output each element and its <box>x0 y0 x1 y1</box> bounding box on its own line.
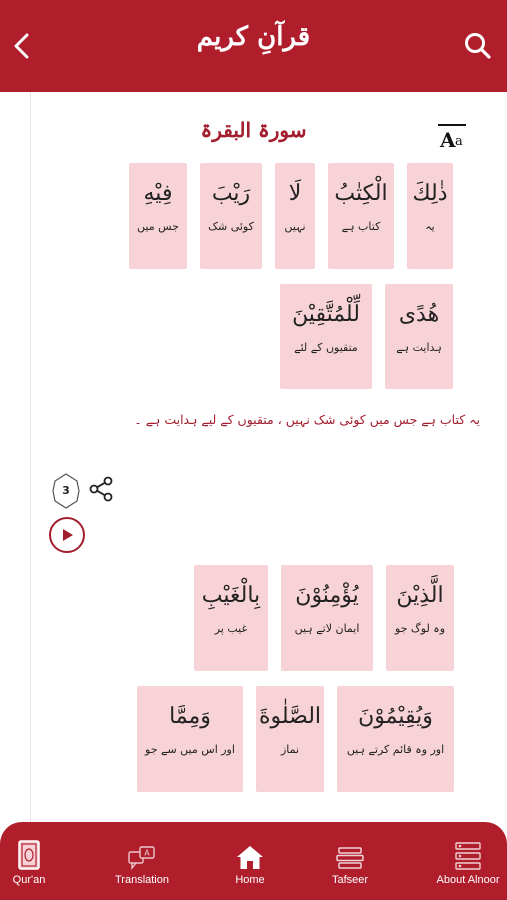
tafseer-books-icon <box>336 840 364 870</box>
nav-item-quran[interactable] <box>0 822 58 900</box>
word-arabic: بِالْغَيْبِ <box>201 583 261 608</box>
word-arabic: وَمِمَّا <box>169 704 211 729</box>
svg-text:A: A <box>144 848 150 858</box>
app-header <box>0 0 507 92</box>
nav-item-home[interactable] <box>224 822 276 900</box>
word-card[interactable] <box>129 163 187 269</box>
word-card[interactable] <box>328 163 394 269</box>
word-card[interactable] <box>385 284 453 389</box>
word-card[interactable] <box>275 163 315 269</box>
nav-label: About Alnoor <box>436 874 500 886</box>
word-urdu: ایمان لاتے ہیں <box>294 622 360 635</box>
font-size-toggle[interactable] <box>438 124 466 152</box>
word-urdu: جس میں <box>137 220 179 233</box>
word-arabic: يُؤْمِنُوْنَ <box>295 583 359 608</box>
translation-icon <box>128 840 156 870</box>
word-urdu: متقیوں کے لئے <box>294 341 358 354</box>
word-card[interactable] <box>200 163 262 269</box>
home-icon <box>236 840 264 870</box>
play-audio-button[interactable] <box>49 517 85 553</box>
word-card[interactable] <box>281 565 373 671</box>
quran-book-icon <box>17 840 41 870</box>
nav-label: Translation <box>114 874 169 886</box>
nav-label: Qur'an <box>12 874 46 886</box>
word-arabic: فِيْهِ <box>143 181 173 206</box>
nav-item-translation[interactable] <box>104 822 180 900</box>
nav-item-tafseer[interactable] <box>322 822 378 900</box>
word-arabic: لِّلْمُتَّقِيْنَ <box>292 302 360 327</box>
word-arabic: الصَّلٰوةَ <box>258 704 322 729</box>
search-button[interactable] <box>458 24 498 68</box>
surah-name: سورۃ البقرۃ <box>200 118 307 142</box>
word-card[interactable] <box>256 686 324 792</box>
ayah-number: 3 <box>62 484 70 497</box>
word-arabic: رَيْبَ <box>211 181 251 206</box>
word-card[interactable] <box>407 163 453 269</box>
bottom-navigation <box>0 822 507 900</box>
play-icon <box>60 528 74 542</box>
word-card[interactable] <box>280 284 372 389</box>
font-size-big-letter: A <box>440 128 456 152</box>
font-size-small-letter: a <box>455 134 463 149</box>
font-size-bar <box>438 124 466 126</box>
share-icon <box>88 476 114 502</box>
word-urdu: کوئی شک <box>208 220 254 233</box>
ayah-scroll-area[interactable] <box>0 92 507 822</box>
word-urdu: اور وہ قائم کرتے ہیں <box>346 743 445 756</box>
word-urdu: غیب پر <box>214 622 248 635</box>
word-arabic: هُدًى <box>398 302 440 327</box>
word-urdu: ہدایت ہے <box>396 341 442 354</box>
word-arabic: الْكِتٰبُ <box>334 181 388 206</box>
ayah-translation: یہ کتاب ہے جس میں کوئی شک نہیں ، متقیوں کے لیے ہدایت ہے ۔ <box>134 412 480 427</box>
word-urdu: نماز <box>280 743 300 756</box>
word-arabic: الَّذِيْنَ <box>396 583 444 608</box>
word-urdu: وہ لوگ جو <box>394 622 446 635</box>
nav-item-about[interactable] <box>430 822 506 900</box>
word-urdu: کتاب ہے <box>341 220 381 233</box>
word-urdu: یہ <box>425 220 435 233</box>
word-arabic: لَا <box>288 181 302 206</box>
word-urdu: نہیں <box>284 220 306 233</box>
word-card[interactable] <box>194 565 268 671</box>
word-arabic: وَيُقِيْمُوْنَ <box>358 704 433 729</box>
word-arabic: ذٰلِكَ <box>412 181 448 206</box>
page-title: قرآنِ کریم <box>196 22 311 52</box>
share-button[interactable] <box>88 476 114 502</box>
word-urdu: اور اس میں سے جو <box>145 743 235 756</box>
word-card[interactable] <box>337 686 454 792</box>
word-card[interactable] <box>386 565 454 671</box>
nav-label: Home <box>235 874 265 886</box>
nav-label: Tafseer <box>331 874 369 886</box>
about-list-icon <box>455 840 481 870</box>
search-icon <box>464 32 492 60</box>
word-card[interactable] <box>137 686 243 792</box>
margin-divider <box>30 92 31 822</box>
ayah-number-badge <box>52 473 80 509</box>
